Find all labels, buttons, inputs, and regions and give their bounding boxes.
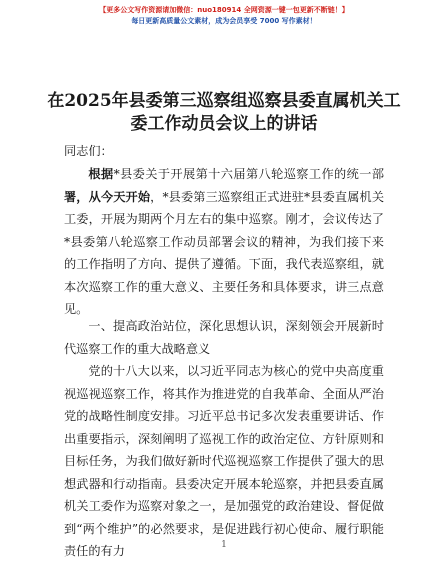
paragraph-intro — [64, 163, 384, 321]
paragraph-text: ，*县委第三巡察组正式进驻*县委直属机关工委，开展为期两个月左右的集中巡察。刚才，会议传达了*县委第八轮巡察工作动员部署会议的精神，为我们接下来的工作指明了方向、提供了遵循。下面，我代表巡察组，就本次巡察工作的重大意义、主要任务和具体要求，讲三点意见。 — [64, 189, 385, 316]
promo-banner-line-2: 每日更新高质量公文素材，成为会员享受 7000 写作素材！ — [131, 17, 317, 25]
document-title-line-2: 委工作动员会议上的讲话 — [130, 114, 318, 134]
bold-phrase: 署，从今天开始 — [64, 189, 151, 204]
promo-banner-line-1: 【更多公文写作资源请加微信：nuo180914 全网资源一键一包更新不断链！】 — [99, 6, 349, 14]
document-title-line-1: 在2025年县委第三巡察组巡察县委直属机关工 — [47, 91, 401, 111]
paragraph-body: 党的十八大以来，以习近平同志为核心的党中央高度重视巡视巡察工作，将其作为推进党的自我革命、全面从严治党的战略性制度安排。习近平总书记多次发表重要讲话、作出重要指示，深刻阐明了巡视工作的政治定位、方针原则和目标任务，为我们做好新时代巡视巡察工作提供了强大的思想武器和行动指南。县委决定开展本轮巡察，并把县委直属机关工委作为巡察对象之一，是加强党的政治建设、督促做到“两个维护”的必然要求，是促进践行初心使命、履行职能责任的有力 — [64, 364, 384, 558]
page-number: 1 — [221, 540, 227, 550]
salutation: 同志们： — [64, 144, 113, 158]
section-heading-1: 一、提高政治站位，深化思想认识，深刻领会开展新时代巡察工作的重大战略意义 — [64, 319, 384, 356]
bold-phrase: 根据 — [88, 167, 114, 181]
paragraph-text: *县委关于开展第十六届第八轮巡察工作的统一部 — [113, 167, 385, 181]
